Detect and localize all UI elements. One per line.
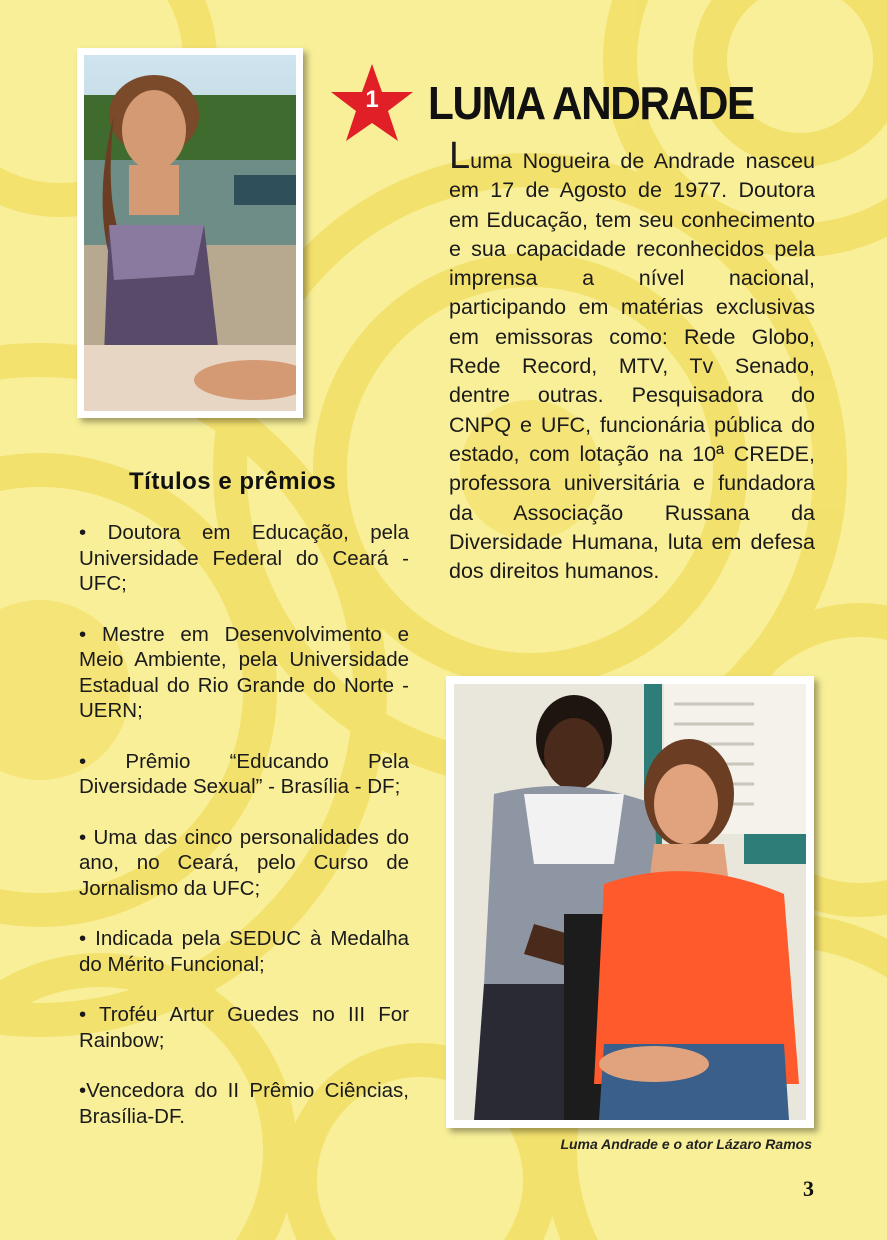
award-item: • Doutora em Educação, pela Universidade Federal do Ceará - UFC; <box>79 521 409 595</box>
number-badge: 1 <box>365 86 379 113</box>
biography-paragraph <box>449 135 815 586</box>
awards-list <box>79 520 409 1154</box>
award-item: • Prêmio “Educando Pela Diversidade Sexual” - Brasília - DF; <box>79 749 409 798</box>
group-photo <box>446 676 814 1128</box>
drop-cap: L <box>449 135 471 177</box>
page-number: 3 <box>803 1176 814 1201</box>
portrait-photo <box>77 48 303 418</box>
page-title: LUMA ANDRADE <box>428 77 754 129</box>
award-item: • Indicada pela SEDUC à Medalha do Mérito Funcional; <box>79 927 409 976</box>
award-item: • Mestre em Desenvolvimento e Meio Ambiente, pela Universidade Estadual do Rio Grande do Norte - UERN; <box>79 622 409 722</box>
photo-caption: Luma Andrade e o ator Lázaro Ramos <box>560 1136 812 1152</box>
awards-heading: Títulos e prêmios <box>129 468 337 495</box>
award-item: • Troféu Artur Guedes no III For Rainbow; <box>79 1003 409 1052</box>
award-item: •Vencedora do II Prêmio Ciências, Brasília-DF. <box>79 1079 409 1128</box>
award-item: • Uma das cinco personalidades do ano, no Ceará, pelo Curso de Jornalismo da UFC; <box>79 825 409 900</box>
biography-text: uma Nogueira de Andrade nasceu em 17 de Agosto de 1977. Doutora em Educação, tem seu conhecimento e sua capacidade reconhecidos pela imprensa a nível nacional, participando em matérias exclusivas em emissoras como: Rede Globo, Rede Record, MTV, Tv Senado, dentre outras. Pesquisadora do CNPQ e UFC, funcionária pública do estado, com lotação na 10ª CREDE, professora universitária e fundadora da Associação Russana da Diversidade Humana, luta em defesa dos direitos humanos. <box>449 149 815 584</box>
